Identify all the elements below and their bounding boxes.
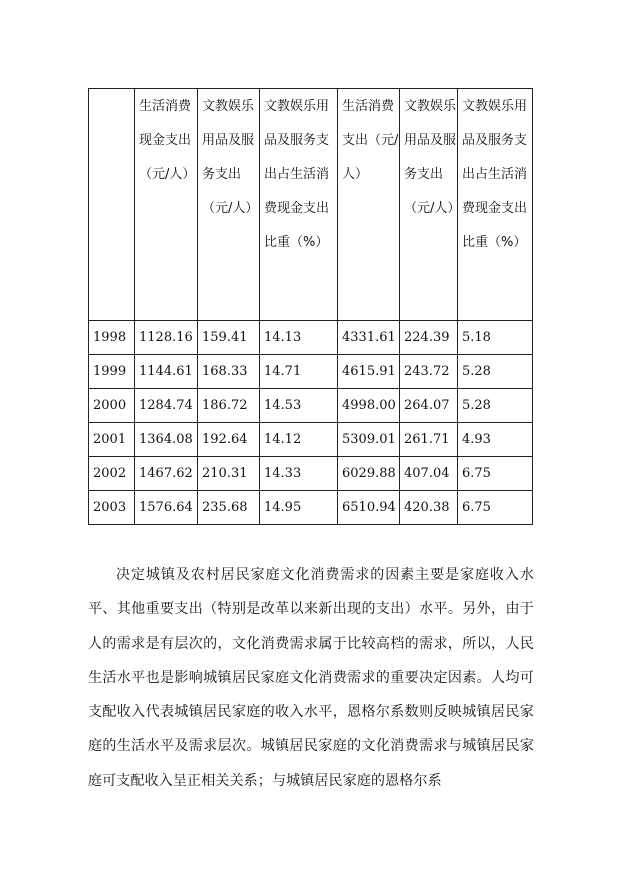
table-cell: 210.31 [198, 457, 260, 491]
table-cell: 5.18 [458, 321, 533, 355]
table-cell: 6510.94 [338, 491, 400, 525]
table-cell: 14.71 [260, 355, 338, 389]
table-cell: 224.39 [400, 321, 458, 355]
table-row [89, 355, 533, 389]
table-cell: 159.41 [198, 321, 260, 355]
table-cell: 4615.91 [338, 355, 400, 389]
table-row [89, 423, 533, 457]
table-cell: 4.93 [458, 423, 533, 457]
table-row [89, 321, 533, 355]
year-cell: 2000 [89, 389, 135, 423]
table-cell: 168.33 [198, 355, 260, 389]
table-cell: 6.75 [458, 457, 533, 491]
body-paragraph: 决定城镇及农村居民家庭文化消费需求的因素主要是家庭收入水平、其他重要支出（特别是改革以来新出现的支出）水平。另外，由于人的需求是有层次的，文化消费需求属于比较高档的需求，所以，人民生活水平也是影响城镇居民家庭文化消费需求的重要决定因素。人均可支配收入代表城镇居民家庭的收入水平，恩格尔系数则反映城镇居民家庭的生活水平及需求层次。城镇居民家庭的文化消费需求与城镇居民家庭可支配收入呈正相关关系；与城镇居民家庭的恩格尔系 [88, 567, 534, 789]
table-cell: 5.28 [458, 355, 533, 389]
table-cell: 192.64 [198, 423, 260, 457]
table-row [89, 457, 533, 491]
year-cell: 2001 [89, 423, 135, 457]
table-cell: 14.33 [260, 457, 338, 491]
header-cell: 生活消费支出（元/人） [338, 89, 400, 321]
table-cell: 235.68 [198, 491, 260, 525]
table-cell: 261.71 [400, 423, 458, 457]
header-cell: 文教娱乐用品及服务支出（元/人） [400, 89, 458, 321]
table-cell: 264.07 [400, 389, 458, 423]
table-cell: 243.72 [400, 355, 458, 389]
table-cell: 186.72 [198, 389, 260, 423]
year-cell: 1999 [89, 355, 135, 389]
header-cell: 文教娱乐用品及服务支出占生活消费现金支出比重（%） [458, 89, 533, 321]
table-cell: 5.28 [458, 389, 533, 423]
year-cell: 2003 [89, 491, 135, 525]
header-cell: 文教娱乐用品及服务支出占生活消费现金支出比重（%） [260, 89, 338, 321]
table-cell: 14.13 [260, 321, 338, 355]
header-cell: 文教娱乐用品及服务支出（元/人） [198, 89, 260, 321]
table-cell: 14.95 [260, 491, 338, 525]
table-cell: 6.75 [458, 491, 533, 525]
table-cell: 1284.74 [135, 389, 198, 423]
table-header-row [89, 89, 533, 321]
table-cell: 407.04 [400, 457, 458, 491]
table-row [89, 389, 533, 423]
table-cell: 14.12 [260, 423, 338, 457]
table-cell: 1467.62 [135, 457, 198, 491]
table-cell: 5309.01 [338, 423, 400, 457]
table-cell: 4331.61 [338, 321, 400, 355]
header-cell-blank [89, 89, 135, 321]
table-cell: 14.53 [260, 389, 338, 423]
year-cell: 2002 [89, 457, 135, 491]
table-cell: 1576.64 [135, 491, 198, 525]
table-cell: 4998.00 [338, 389, 400, 423]
year-cell: 1998 [89, 321, 135, 355]
table-cell: 420.38 [400, 491, 458, 525]
table-cell: 1128.16 [135, 321, 198, 355]
table-row [89, 491, 533, 525]
header-cell: 生活消费现金支出（元/人） [135, 89, 198, 321]
table-cell: 6029.88 [338, 457, 400, 491]
data-table [88, 88, 533, 525]
table-cell: 1364.08 [135, 423, 198, 457]
table-cell: 1144.61 [135, 355, 198, 389]
